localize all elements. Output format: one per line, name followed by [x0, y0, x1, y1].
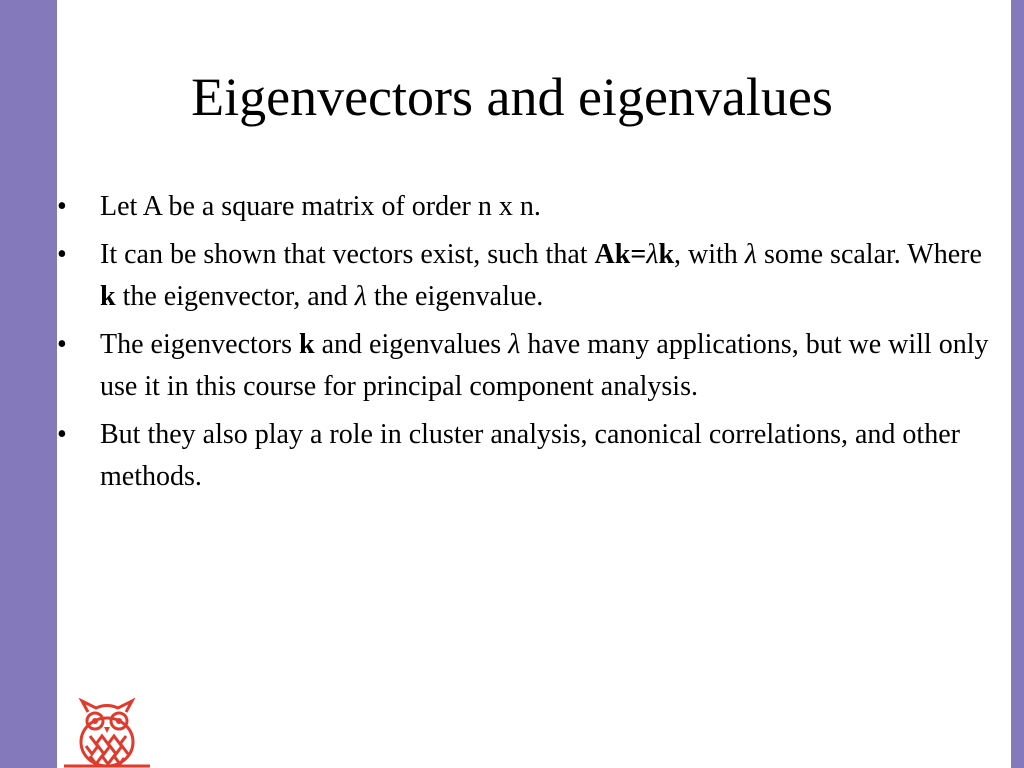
bullet-text: the eigenvalue.	[366, 281, 544, 312]
bullet-text: and eigenvalues	[314, 329, 509, 360]
bullet-marker: •	[57, 239, 67, 270]
bullet-text: some scalar. Where	[756, 239, 982, 270]
bullet-marker: •	[57, 191, 67, 222]
lambda-symbol: λ	[354, 281, 367, 312]
bullet-item	[57, 324, 997, 408]
bullet-marker: •	[57, 419, 67, 450]
bold-symbol: Ak	[594, 239, 631, 270]
bullet-text: the eigenvector, and	[115, 281, 355, 312]
bullet-marker: •	[57, 329, 67, 360]
bold-symbol: k	[100, 281, 116, 312]
lambda-symbol: λ	[646, 239, 659, 270]
slide-canvas	[57, 0, 1011, 768]
bullet-text: have many applications, but we will only use it in this course for principal component analysis.	[100, 329, 989, 402]
bullet-text: But they also play a role in cluster analysis, canonical correlations, and other methods.	[100, 419, 960, 492]
bold-symbol: k	[299, 329, 315, 360]
bullet-text: The eigenvectors	[100, 329, 300, 360]
lambda-symbol: λ	[744, 239, 757, 270]
bullet-item	[57, 234, 997, 318]
right-side-bar	[1011, 0, 1024, 768]
bullet-item	[57, 186, 997, 228]
lambda-symbol: λ	[508, 329, 521, 360]
owl-logo-icon	[62, 698, 152, 768]
bold-symbol: k	[658, 239, 675, 270]
slide-title: Eigenvectors and eigenvalues	[191, 67, 833, 127]
bullet-item	[57, 414, 997, 498]
bullet-text: It can be shown that vectors exist, such that	[100, 239, 595, 270]
bullet-text: , with	[674, 239, 745, 270]
bold-symbol: =	[630, 239, 647, 270]
left-side-bar	[0, 0, 57, 768]
bullet-text: Let A be a square matrix of order n x n.	[100, 191, 541, 222]
bullet-list	[57, 186, 997, 504]
